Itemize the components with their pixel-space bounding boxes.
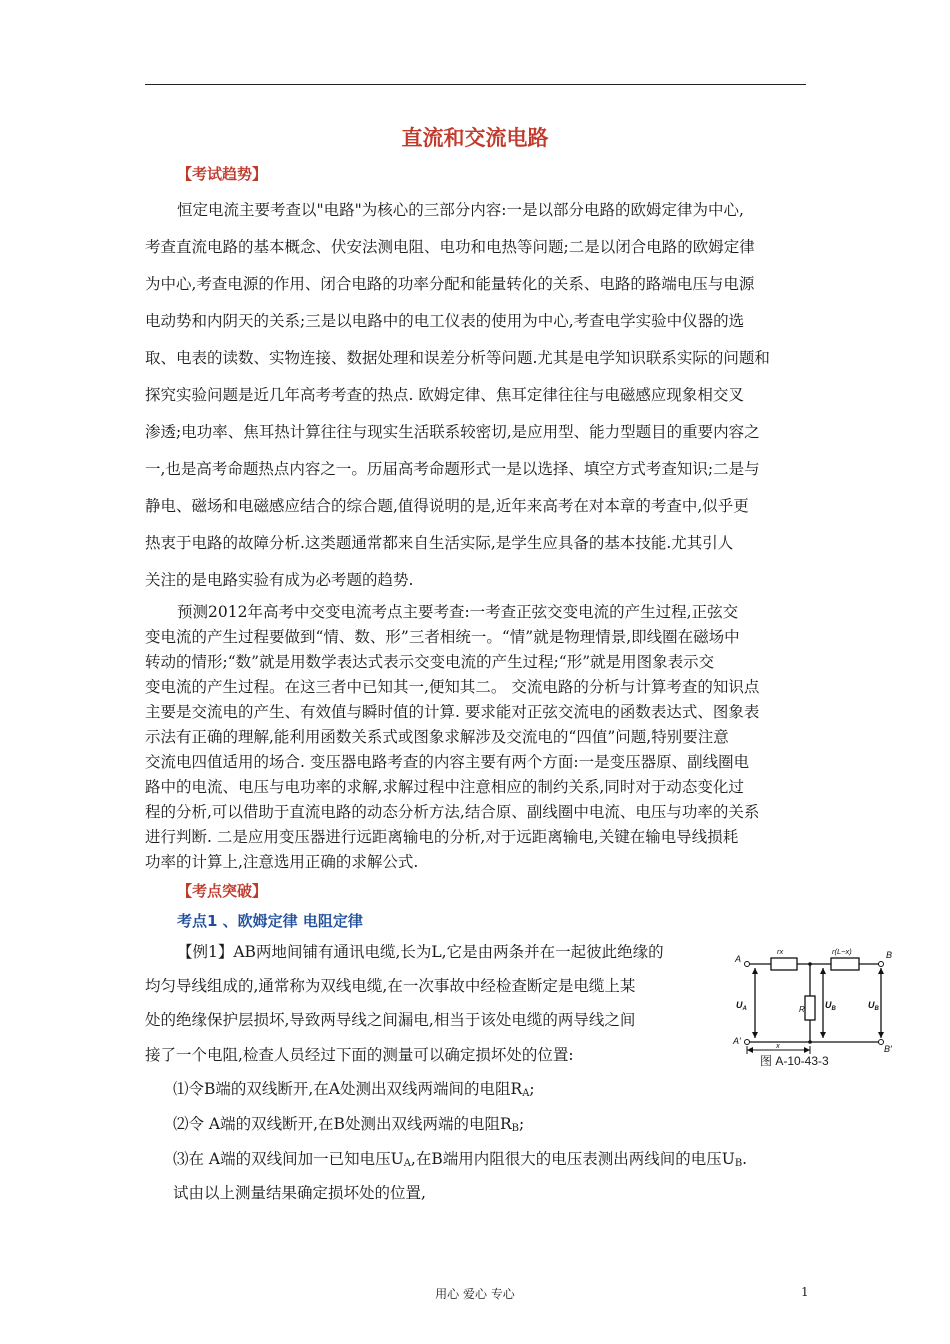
p2-line: 进行判断. 二是应用变压器进行远距离输电的分析,对于远距离输电,关键在输电导线损耗	[145, 828, 739, 846]
p1-line: 静电、磁场和电磁感应结合的综合题,值得说明的是,近年来高考在对本章的考查中,似乎更	[145, 497, 749, 515]
p2-line: 主要是交流电的产生、有效值与瞬时值的计算. 要求能对正弦交流电的函数表达式、图象表	[145, 703, 760, 721]
p2-line: 转动的情形;“数”就是用数学表达式表示交变电流的产生过程;“形”就是用图象表示交	[145, 653, 715, 671]
p1-line: 热衷于电路的故障分析.这类题通常都来自生活实际,是学生应具备的基本技能.尤其引人	[145, 534, 734, 552]
label-A: A	[735, 954, 742, 964]
p2-line: 交流电四值适用的场合. 变压器电路考查的内容主要有两个方面:一是变压器原、副线圈电	[145, 753, 750, 771]
example-line: 【例1】AB两地间铺有通讯电缆,长为L,它是由两条并在一起彼此绝缘的	[177, 943, 664, 961]
p2-line: 路中的电流、电压与电功率的求解,求解过程中注意相应的制约关系,同时对于动态变化过	[145, 778, 744, 796]
label-UB-right: $U_B$	[868, 1000, 879, 1012]
p1-line: 关注的是电路实验有成为必考题的趋势.	[145, 571, 414, 589]
p2-line: 变电流的产生过程要做到“情、数、形”三者相统一。“情”就是物理情景,即线圈在磁场中	[145, 628, 740, 646]
p1-line: 为中心,考查电源的作用、闭合电路的功率分配和能量转化的关系、电路的路端电压与电源	[145, 275, 755, 293]
p1-line: 渗透;电功率、焦耳热计算往往与现实生活联系较密切,是应用型、能力型题目的重要内容之	[145, 423, 760, 441]
step-2: ⑵令 A端的双线断开,在B处测出双线两端的电阻$R_B$;	[173, 1115, 525, 1134]
label-UA: $U_A$	[736, 1000, 747, 1012]
step-1: ⑴令B端的双线断开,在A处测出双线两端间的电阻$R_A$;	[173, 1080, 535, 1099]
conclusion: 试由以上测量结果确定损坏处的位置,	[173, 1184, 426, 1202]
p2-line: 程的分析,可以借助于直流电路的动态分析方法,结合原、副线圈中电流、电压与功率的关系	[145, 803, 760, 821]
section-tag-breakthrough: 【考点突破】	[177, 882, 268, 900]
p1-line: 探究实验问题是近几年高考考查的热点. 欧姆定律、焦耳定律往往与电磁感应现象相交叉	[145, 386, 744, 404]
label-B: B	[886, 950, 893, 960]
example-line: 接了一个电阻,检查人员经过下面的测量可以确定损坏处的位置:	[145, 1046, 574, 1064]
page-number: 1	[801, 1285, 809, 1299]
label-UB-mid: $U_B$	[825, 1000, 836, 1012]
example-line: 均匀导线组成的,通常称为双线电缆,在一次事故中经检查断定是电缆上某	[145, 977, 636, 995]
step-3: ⑶在 A端的双线间加一已知电压$U_A$,在B端用内阻很大的电压表测出两线间的电压$U_B$.	[173, 1150, 748, 1169]
section-tag-trend: 【考试趋势】	[177, 165, 268, 183]
p1-line: 考查直流电路的基本概念、伏安法测电阻、电功和电热等问题;二是以闭合电路的欧姆定律	[145, 238, 755, 256]
p2-line: 示法有正确的理解,能利用函数关系式或图象求解涉及交流电的“四值”问题,特别要注意	[145, 728, 729, 746]
figure-caption: 图 A-10-43-3	[760, 1054, 829, 1068]
p1-line: 恒定电流主要考查以"电路"为核心的三部分内容:一是以部分电路的欧姆定律为中心,	[177, 201, 744, 219]
label-rLx: r(L−x)	[832, 947, 852, 956]
label-B-prime: B′	[884, 1044, 892, 1054]
example-line: 处的绝缘保护层损坏,导致两导线之间漏电,相当于该处电缆的两导线之间	[145, 1011, 636, 1029]
p1-line: 电动势和内阴天的关系;三是以电路中的电工仪表的使用为中心,考查电学实验中仪器的选	[145, 312, 745, 330]
header-rule	[145, 84, 806, 85]
label-x: x	[776, 1041, 780, 1050]
page-title: 直流和交流电路	[401, 126, 549, 150]
p2-line: 预测2012年高考中交变电流考点主要考查:一考查正弦交变电流的产生过程,正弦交	[177, 603, 739, 621]
p2-line: 功率的计算上,注意选用正确的求解公式.	[145, 853, 419, 871]
label-R: R	[799, 1005, 805, 1014]
label-A-prime: A′	[733, 1036, 741, 1046]
label-rx: rx	[777, 947, 784, 956]
p1-line: 取、电表的读数、实物连接、数据处理和误差分析等问题.尤其是电学知识联系实际的问题和	[145, 349, 770, 367]
page-footer: 用心 爱心 专心	[435, 1287, 515, 1301]
kaodian-heading: 考点1 、欧姆定律 电阻定律	[177, 912, 363, 930]
p2-line: 变电流的产生过程。在这三者中已知其一,便知其二。 交流电路的分析与计算考查的知识点	[145, 678, 760, 696]
p1-line: 一,也是高考命题热点内容之一。历届高考命题形式一是以选择、填空方式考查知识;二是与	[145, 460, 760, 478]
